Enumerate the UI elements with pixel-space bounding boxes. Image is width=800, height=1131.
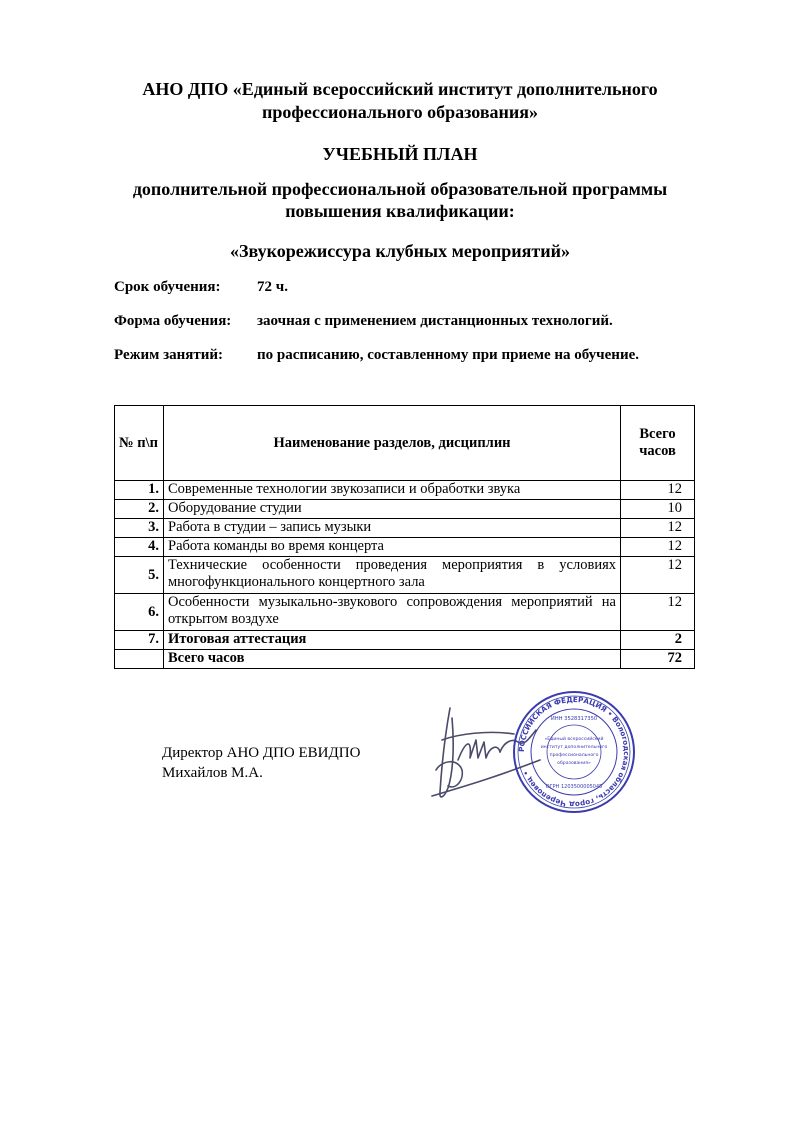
table-row <box>115 538 695 557</box>
svg-text:РОССИЙСКАЯ ФЕДЕРАЦИЯ • Вологод <box>517 695 631 809</box>
total-label: Всего часов <box>164 650 621 669</box>
row-name: Технические особенности проведения мероприятия в условиях многофункционального концертного зала <box>164 557 621 594</box>
stamp-inn: ИНН 3528317350 <box>550 716 598 722</box>
org-line-2: профессионального образования» <box>261 102 539 122</box>
row-name: Итоговая аттестация <box>164 631 621 650</box>
director-title: Директор АНО ДПО ЕВИДПО <box>162 745 361 761</box>
form-value: заочная с применением дистанционных технологий. <box>257 313 613 329</box>
program-subtitle <box>0 178 800 222</box>
table-row <box>115 519 695 538</box>
table-row <box>115 557 695 594</box>
svg-text:образования»: образования» <box>557 761 591 766</box>
svg-text:институт дополнительного: институт дополнительного <box>540 745 608 750</box>
total-num <box>115 650 164 669</box>
schedule-label: Режим занятий: <box>114 347 224 363</box>
header-name: Наименование разделов, дисциплин <box>164 406 621 481</box>
org-line-1: АНО ДПО «Единый всероссийский институт дополнительного <box>142 79 658 99</box>
row-num: 3. <box>115 519 164 538</box>
row-name: Особенности музыкально-звукового сопровождения мероприятий на открытом воздухе <box>164 594 621 631</box>
header-hours-line-2: часов <box>639 443 676 459</box>
curriculum-table <box>114 405 695 669</box>
row-num: 1. <box>115 481 164 500</box>
row-name: Работа команды во время концерта <box>164 538 621 557</box>
row-hours: 12 <box>621 481 695 500</box>
subtitle-line-2: повышения квалификации: <box>285 201 515 221</box>
row-hours: 12 <box>621 519 695 538</box>
form-label: Форма обучения: <box>114 313 232 329</box>
table-header-row <box>115 406 695 481</box>
row-hours: 10 <box>621 500 695 519</box>
stamp-ogrn: ОГРН 1203500005045 <box>545 784 603 790</box>
organization-stamp <box>512 690 636 814</box>
row-hours: 2 <box>621 631 695 650</box>
row-num: 2. <box>115 500 164 519</box>
duration-label: Срок обучения: <box>114 279 221 295</box>
row-num: 5. <box>115 557 164 594</box>
organization-name <box>0 78 800 124</box>
row-hours: 12 <box>621 557 695 594</box>
header-hours-line-1: Всего <box>639 426 676 442</box>
row-hours: 12 <box>621 538 695 557</box>
table-row <box>115 631 695 650</box>
director-block <box>162 743 360 783</box>
header-num: № п\п <box>115 406 164 481</box>
director-name: Михайлов М.А. <box>162 765 263 781</box>
row-hours: 12 <box>621 594 695 631</box>
table-row <box>115 500 695 519</box>
subtitle-line-1: дополнительной профессиональной образовательной программы <box>132 179 668 199</box>
total-hours: 72 <box>621 650 695 669</box>
svg-text:профессионального: профессионального <box>549 753 599 758</box>
header-hours <box>621 406 695 481</box>
row-name: Оборудование студии <box>164 500 621 519</box>
schedule-value: по расписанию, составленному при приеме на обучение. <box>257 347 639 363</box>
total-row <box>115 650 695 669</box>
row-name: Современные технологии звукозаписи и обработки звука <box>164 481 621 500</box>
stamp-outer-text: РОССИЙСКАЯ ФЕДЕРАЦИЯ • Вологодская область, город Череповец • <box>516 694 632 810</box>
duration-value: 72 ч. <box>257 279 288 295</box>
svg-text:«Единый всероссийский: «Единый всероссийский <box>544 737 604 742</box>
table-row <box>115 481 695 500</box>
row-num: 6. <box>115 594 164 631</box>
plan-title: УЧЕБНЫЙ ПЛАН <box>322 144 478 164</box>
row-name: Работа в студии – запись музыки <box>164 519 621 538</box>
row-num: 4. <box>115 538 164 557</box>
table-row <box>115 594 695 631</box>
row-num: 7. <box>115 631 164 650</box>
program-name: «Звукорежиссура клубных мероприятий» <box>230 241 570 261</box>
